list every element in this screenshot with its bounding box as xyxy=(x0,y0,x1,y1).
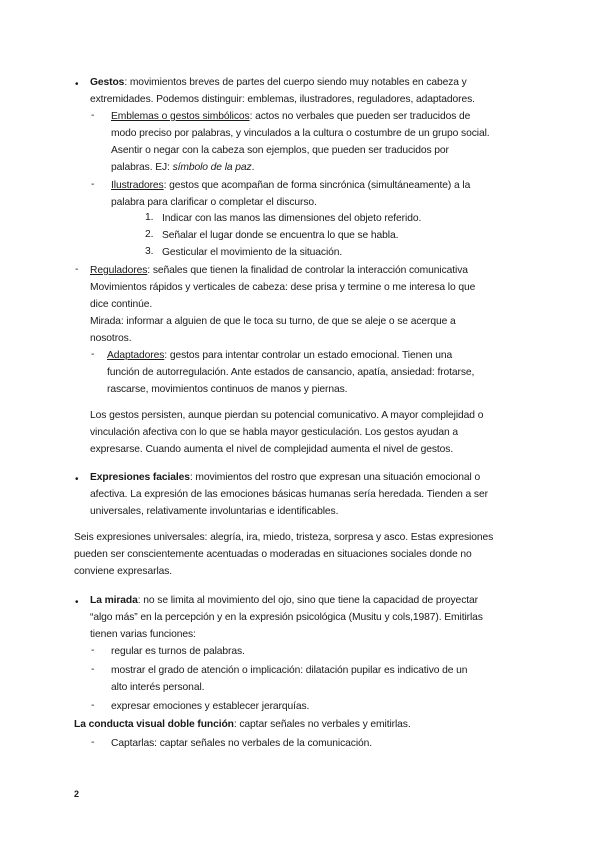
adaptadores-line-2: función de autorregulación. Ante estados de cansancio, apatía, ansiedad: frotarse, xyxy=(107,367,475,378)
reguladores-line-1 xyxy=(90,264,468,278)
dash-marker: - xyxy=(91,349,95,360)
ilustradores-line-2: palabra para clarificar o completar el discurso. xyxy=(111,197,317,208)
mirada-line-2: “algo más” en la percepción y en la expresión psicológica (Musitu y cols,1987). Emitirlas xyxy=(90,612,483,623)
faciales-text: : movimientos del rostro que expresan una situación emocional o xyxy=(189,472,481,483)
emblemas-term: Emblemas o gestos simbólicos xyxy=(111,111,250,122)
dash-marker: - xyxy=(91,645,95,656)
emblemas-line-4 xyxy=(111,161,254,175)
page-number: 2 xyxy=(74,789,79,799)
conducta-term: La conducta visual doble función xyxy=(74,719,234,730)
bullet-dot: • xyxy=(75,597,79,608)
gestos-term: Gestos xyxy=(90,77,125,88)
gestos-line-2: extremidades. Podemos distinguir: emblemas, ilustradores, reguladores, adaptadores. xyxy=(90,94,475,105)
persisten-line-1: Los gestos persisten, aunque pierdan su potencial comunicativo. A mayor complejidad o xyxy=(90,410,484,421)
emblemas-line-2: modo preciso por palabras, y vinculados a la cultura o costumbre de un grupo social. xyxy=(111,128,490,139)
ilustradores-term: Ilustradores xyxy=(111,180,164,191)
faciales-term: Expresiones faciales xyxy=(90,472,190,483)
emblemas-ej: palabras. EJ: xyxy=(111,162,173,173)
dash-marker: - xyxy=(91,179,95,190)
list-item: Gesticular el movimiento de la situación. xyxy=(162,247,343,258)
period: . xyxy=(251,162,255,173)
dash-marker: - xyxy=(91,664,95,675)
ilustradores-text: : gestos que acompañan de forma sincrónica (simultáneamente) a la xyxy=(163,180,471,191)
reguladores-line-5: nosotros. xyxy=(90,333,132,344)
adaptadores-text: : gestos para intentar controlar un estado emocional. Tienen una xyxy=(164,350,453,361)
list-number: 3. xyxy=(145,246,154,257)
conducta-line xyxy=(74,718,411,732)
reguladores-line-4: Mirada: informar a alguien de que le toca su turno, de que se aleje o se acerque a xyxy=(90,316,456,327)
mirada-term: La mirada xyxy=(90,595,138,606)
gestos-line-1 xyxy=(90,76,467,90)
mirada-item-cont: alto interés personal. xyxy=(111,682,205,693)
reguladores-line-2: Movimientos rápidos y verticales de cabeza: dese prisa y termine o me interesa lo que xyxy=(90,282,476,293)
reguladores-text: : señales que tienen la finalidad de controlar la interacción comunicativa xyxy=(147,265,468,276)
adaptadores-term: Adaptadores xyxy=(107,350,165,361)
dash-marker: - xyxy=(91,700,95,711)
emblemas-text: : actos no verbales que pueden ser traducidos de xyxy=(249,111,471,122)
emblemas-line-1 xyxy=(111,110,470,124)
faciales-line-2: afectiva. La expresión de las emociones básicas humanas sería heredada. Tienden a ser xyxy=(90,489,488,500)
universales-line-2: pueden ser conscientemente acentuadas o moderadas en situaciones sociales donde no xyxy=(74,549,472,560)
mirada-item: mostrar el grado de atención o implicación: dilatación pupilar es indicativo de un xyxy=(111,665,468,676)
ilustradores-line-1 xyxy=(111,179,470,193)
conducta-text: : captar señales no verbales y emitirlas. xyxy=(233,719,411,730)
faciales-line-1 xyxy=(90,471,480,485)
mirada-item: regular es turnos de palabras. xyxy=(111,646,245,657)
faciales-line-3: universales, relativamente involuntarias e identificables. xyxy=(90,506,339,517)
persisten-line-3: expresarse. Cuando aumenta el nivel de complejidad aumenta el nivel de gestos. xyxy=(90,444,454,455)
adaptadores-line-1 xyxy=(107,349,452,363)
mirada-line-1 xyxy=(90,594,478,608)
mirada-line-3: tienen varias funciones: xyxy=(90,629,196,640)
list-number: 2. xyxy=(145,229,154,240)
reguladores-term: Reguladores xyxy=(90,265,148,276)
list-item: Señalar el lugar donde se encuentra lo que se habla. xyxy=(162,230,399,241)
list-item: Indicar con las manos las dimensiones del objeto referido. xyxy=(162,213,422,224)
mirada-text: : no se limita al movimiento del ojo, sino que tiene la capacidad de proyectar xyxy=(137,595,478,606)
gestos-text: : movimientos breves de partes del cuerpo siendo muy notables en cabeza y xyxy=(124,77,467,88)
dash-marker: - xyxy=(91,110,95,121)
emblemas-example: símbolo de la paz xyxy=(172,162,252,173)
dash-marker: - xyxy=(75,264,79,275)
bullet-dot: • xyxy=(75,79,79,90)
universales-line-3: conviene expresarlas. xyxy=(74,566,173,577)
bullet-dot: • xyxy=(75,474,79,485)
list-number: 1. xyxy=(145,212,154,223)
captarlas-line: Captarlas: captar señales no verbales de la comunicación. xyxy=(111,738,373,749)
emblemas-line-3: Asentir o negar con la cabeza son ejemplos, que pueden ser traducidos por xyxy=(111,145,449,156)
persisten-line-2: vinculación afectiva con lo que se habla mayor gesticulación. Los gestos ayudan a xyxy=(90,427,458,438)
universales-line-1: Seis expresiones universales: alegría, ira, miedo, tristeza, sorpresa y asco. Estas expresiones xyxy=(74,532,494,543)
mirada-item: expresar emociones y establecer jerarquías. xyxy=(111,701,310,712)
reguladores-line-3: dice continúe. xyxy=(90,299,153,310)
adaptadores-line-3: rascarse, movimientos continuos de manos y piernas. xyxy=(107,384,348,395)
dash-marker: - xyxy=(91,737,95,748)
